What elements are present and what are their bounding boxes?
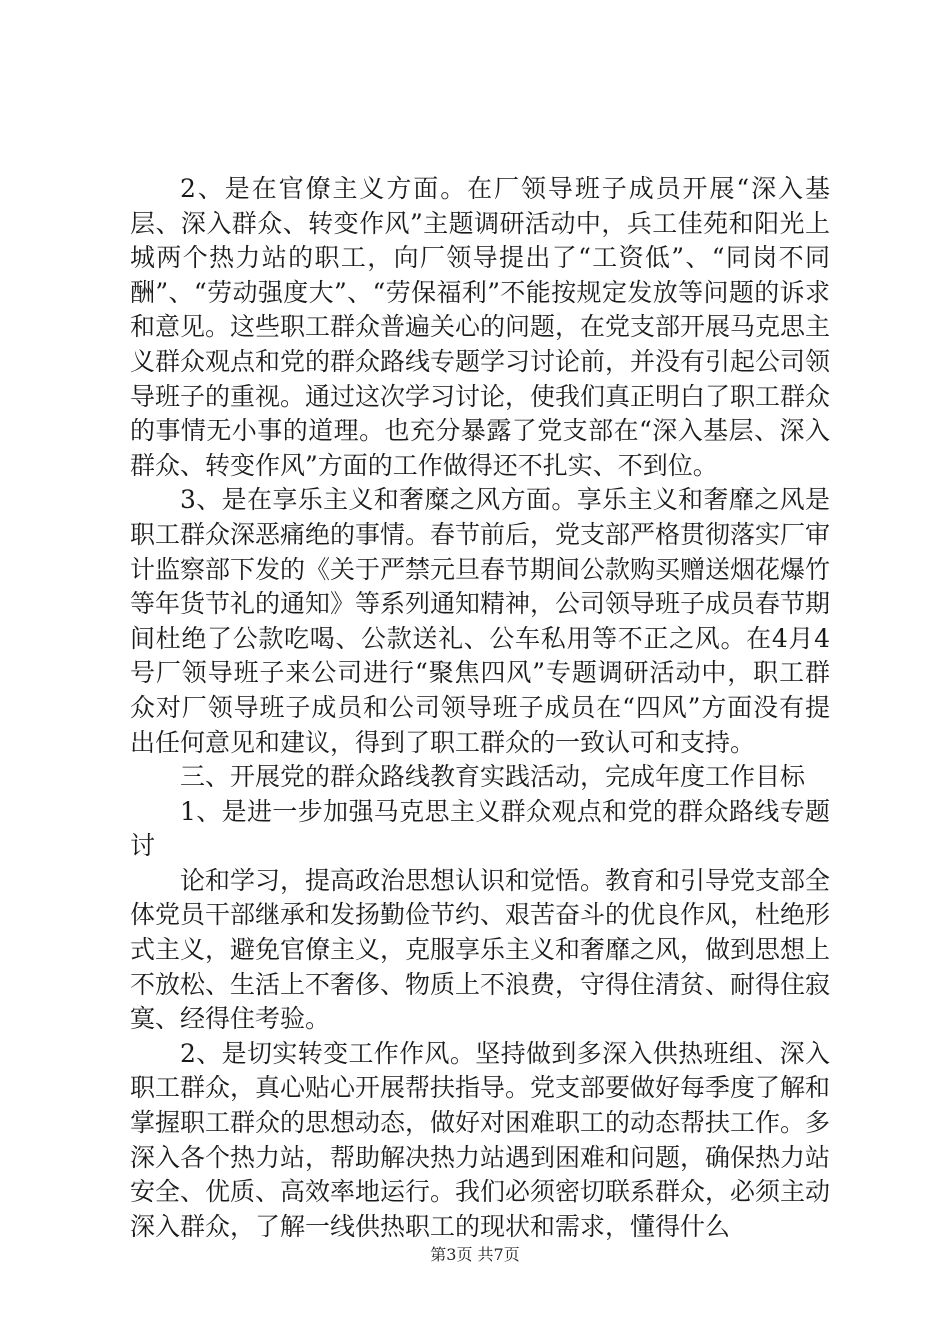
page-footer (0, 1245, 950, 1265)
page-number: 第3页 共7页 (430, 1245, 520, 1264)
paragraph-item-one-heading: 1、是进一步加强马克思主义群众观点和党的群众路线专题讨 (130, 796, 830, 861)
section-heading-three: 三、开展党的群众路线教育实践活动，完成年度工作目标 (180, 762, 806, 792)
document-body (130, 172, 830, 1244)
paragraph-hedonism: 3、是在享乐主义和奢糜之风方面。享乐主义和奢靡之风是职工群众深恶痛绝的事情。春节前后，党支部严格贯彻落实厂审计监察部下发的《关于严禁元旦春节期间公款购买赠送烟花爆竹等年货节礼的通知》等系列通知精神，公司领导班子成员春节期间杜绝了公款吃喝、公款送礼、公车私用等不正之风。在4月4号厂领导班子来公司进行“聚焦四风”专题调研活动中，职工群众对厂领导班子成员和公司领导班子成员在“四风”方面没有提出任何意见和建议，得到了职工群众的一致认可和支持。 (130, 485, 831, 757)
paragraph-item-one-body: 论和学习，提高政治思想认识和觉悟。教育和引导党支部全体党员干部继承和发扬勤俭节约、艰苦奋斗的优良作风，杜绝形式主义，避免官僚主义，克服享乐主义和奢靡之风，做到思想上不放松、生活上不奢侈、物质上不浪费，守得住清贫、耐得住寂寞、经得住考验。 (130, 865, 831, 1034)
paragraph-bureaucratism: 2、是在官僚主义方面。在厂领导班子成员开展“深入基层、深入群众、转变作风”主题调研活动中，兵工佳苑和阳光上城两个热力站的职工，向厂领导提出了“工资低”、“同岗不同酬”、“劳动强度大”、“劳保福利”不能按规定发放等问题的诉求和意见。这些职工群众普遍关心的问题，在党支部开展马克思主义群众观点和党的群众路线专题学习讨论前，并没有引起公司领导班子的重视。通过这次学习讨论，使我们真正明白了职工群众的事情无小事的道理。也充分暴露了党支部在“深入基层、深入群众、转变作风”方面的工作做得还不扎实、不到位。 (130, 174, 831, 480)
paragraph-item-two: 2、是切实转变工作作风。坚持做到多深入供热班组、深入职工群众，真心贴心开展帮扶指导。党支部要做好每季度了解和掌握职工群众的思想动态，做好对困难职工的动态帮扶工作。多深入各个热力站，帮助解决热力站遇到困难和问题，确保热力站安全、优质、高效率地运行。我们必须密切联系群众，必须主动深入群众，了解一线供热职工的现状和需求，懂得什么 (130, 1038, 831, 1241)
